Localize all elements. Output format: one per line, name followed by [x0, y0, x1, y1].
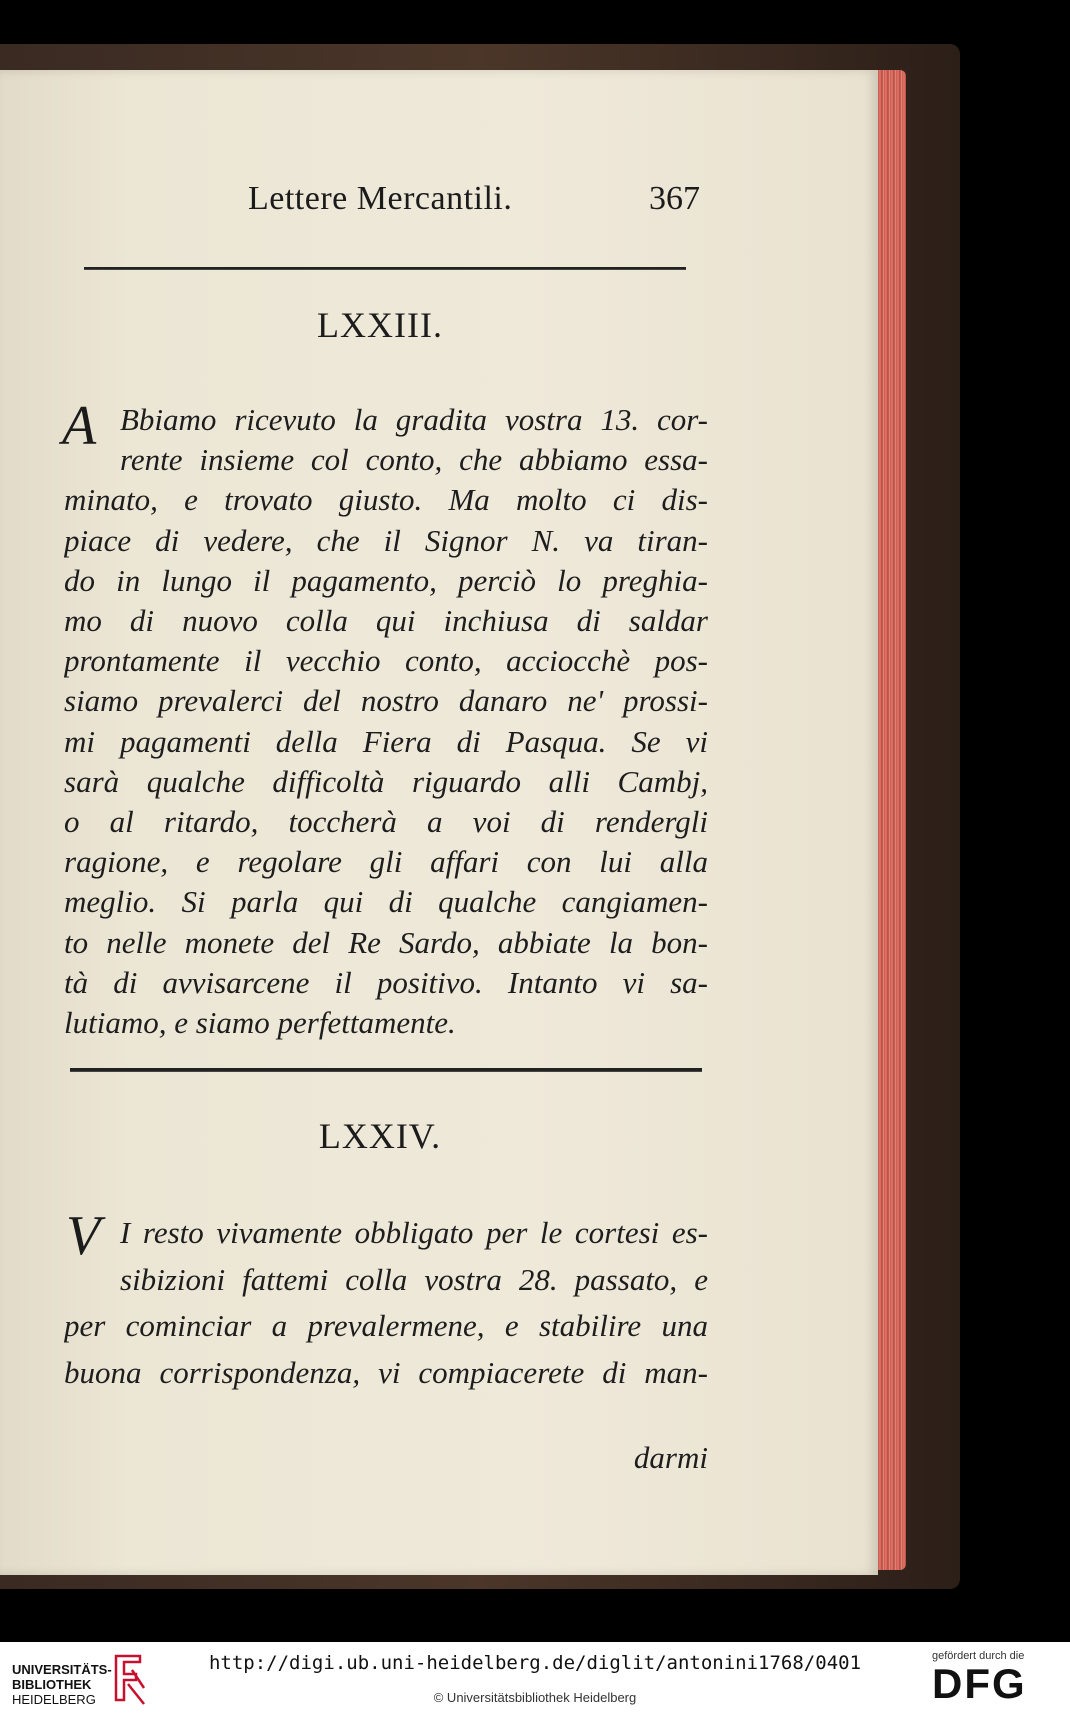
- text-line: meglio. Si parla qui di qualche cangiamen-: [64, 884, 708, 920]
- text-line: mi pagamenti della Fiera di Pasqua. Se vi: [64, 723, 708, 759]
- text-line: do in lungo il pagamento, perciò lo preghia-: [64, 562, 708, 598]
- text-line: siamo prevalerci del nostro danaro ne' prossi-: [64, 683, 708, 719]
- library-name-line: BIBLIOTHEK: [12, 1677, 92, 1692]
- text-line: I resto vivamente obbligato per le cortesi es-: [120, 1215, 708, 1250]
- running-head: [80, 180, 700, 230]
- funder-note: gefördert durch die: [932, 1650, 1025, 1662]
- text-line: ragione, e regolare gli affari con lui alla: [64, 844, 708, 880]
- text-line: mo di nuovo colla qui inchiusa di saldar: [64, 603, 708, 639]
- permalink-url[interactable]: http://digi.ub.uni-heidelberg.de/diglit/antonini1768/0401: [208, 1652, 862, 1674]
- letter-number: LXXIII.: [317, 305, 443, 345]
- text-line: o al ritardo, toccherà a voi di rendergli: [64, 804, 708, 840]
- text-line: tà di avvisarcene il positivo. Intanto vi sa-: [64, 964, 708, 1000]
- funder-logo[interactable]: [932, 1650, 1052, 1706]
- catchword: darmi: [633, 1440, 708, 1475]
- letter-body: [64, 400, 708, 1043]
- text-line: per cominciar a prevalermene, e stabilire una: [64, 1308, 708, 1343]
- letter-body: [64, 1210, 708, 1396]
- text-line: prontamente il vecchio conto, acciocchè pos-: [64, 643, 708, 679]
- letter-number: LXXIV.: [318, 1116, 442, 1156]
- footer-bar: [0, 1642, 1070, 1718]
- drop-cap: V: [66, 1205, 101, 1267]
- page-number: 367: [649, 180, 700, 217]
- text-line: lutiamo, e siamo perfettamente.: [64, 1005, 456, 1041]
- funder-name: DFG: [932, 1660, 1027, 1707]
- drop-cap: A: [62, 395, 97, 457]
- library-name-line: HEIDELBERG: [12, 1692, 96, 1707]
- text-line: minato, e trovato giusto. Ma molto ci dis-: [64, 482, 708, 518]
- text-line: sarà qualche difficoltà riguardo alli Cambj,: [64, 763, 708, 799]
- text-line: to nelle monete del Re Sardo, abbiate la bon-: [64, 924, 708, 960]
- copyright-text: © Universitätsbibliothek Heidelberg: [433, 1690, 637, 1705]
- text-line: Bbiamo ricevuto la gradita vostra 13. cor-: [120, 402, 708, 437]
- library-name-line: UNIVERSITÄTS-: [12, 1662, 112, 1677]
- text-line: sibizioni fattemi colla vostra 28. passato, e: [120, 1261, 708, 1297]
- text-line: piace di vedere, che il Signor N. va tiran-: [64, 522, 708, 558]
- book-page: [0, 70, 878, 1575]
- section-rule: [70, 1068, 702, 1072]
- text-line: buona corrispondenza, vi compiacerete di man-: [64, 1354, 708, 1390]
- text-line: rente insieme col conto, che abbiamo essa-: [120, 442, 708, 478]
- header-rule: [84, 267, 686, 270]
- running-title: Lettere Mercantili.: [248, 180, 513, 217]
